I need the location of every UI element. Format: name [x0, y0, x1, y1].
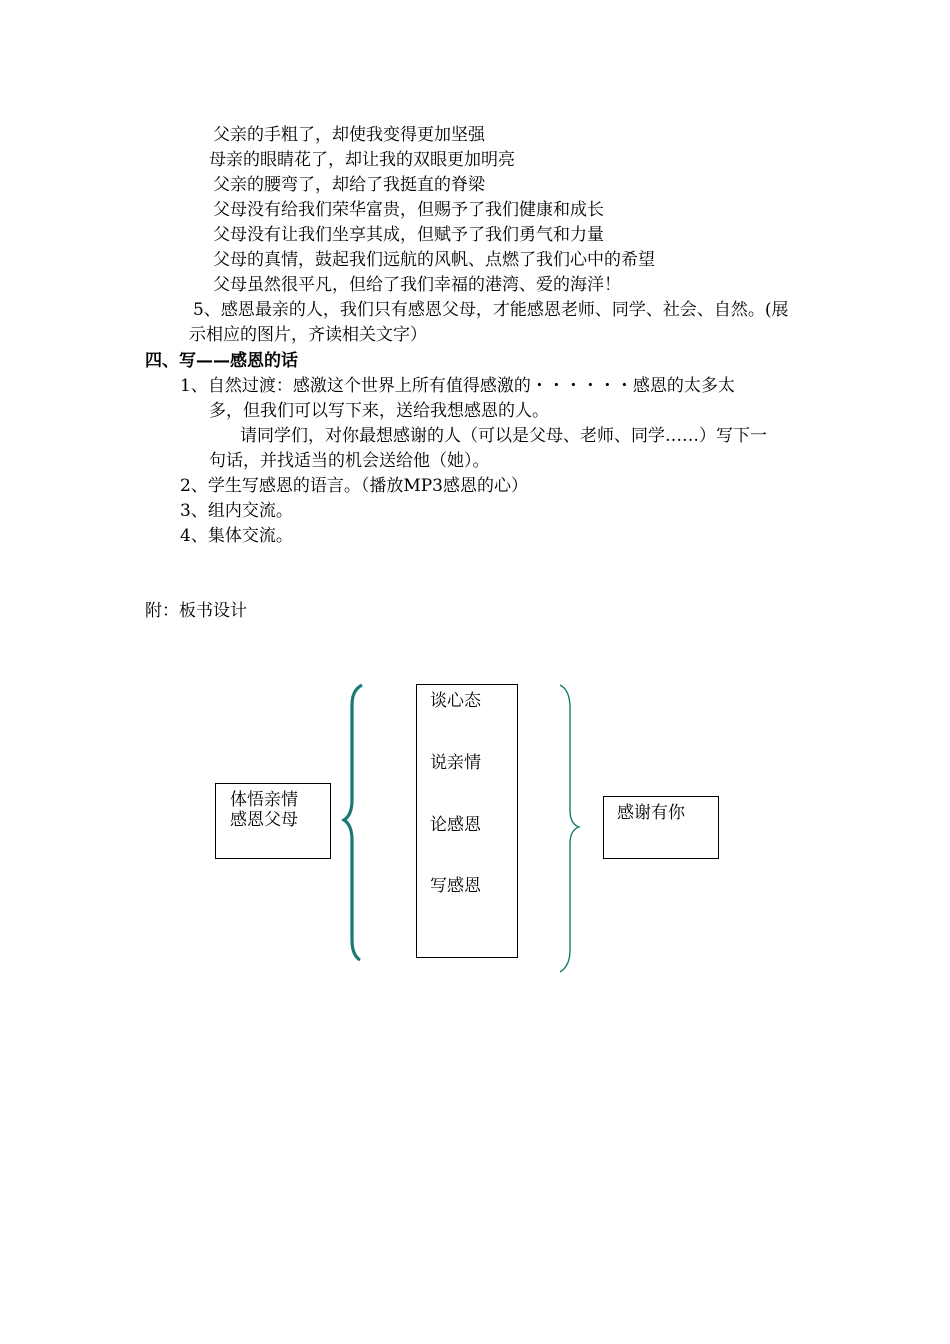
section-heading: 四、写——感恩的话 [145, 351, 298, 371]
left-brace [344, 685, 362, 960]
poem-line: 父母没有让我们坐享其成，但赋予了我们勇气和力量 [213, 225, 604, 245]
right-brace [560, 685, 579, 972]
right-box-text: 感谢有你 [617, 803, 685, 823]
item-2: 2、学生写感恩的语言。（播放MP3感恩的心） [180, 476, 528, 496]
item-1-line4: 句话，并找适当的机会送给他（她）。 [209, 451, 490, 471]
item-1-line2: 多，但我们可以写下来，送给我想感恩的人。 [209, 401, 549, 421]
item-1-line1: 1、自然过渡：感激这个世界上所有值得感激的・・・・・・感恩的太多太 [180, 376, 735, 396]
middle-item: 写感恩 [430, 876, 481, 896]
poem-line: 父亲的手粗了，却使我变得更加坚强 [213, 125, 485, 145]
item-5-line2: 示相应的图片，齐读相关文字） [189, 325, 427, 345]
poem-line: 父母虽然很平凡，但给了我们幸福的港湾、爱的海洋！ [213, 275, 621, 295]
left-box-line2: 感恩父母 [230, 810, 298, 830]
item-4: 4、集体交流。 [180, 526, 293, 546]
middle-item: 说亲情 [430, 753, 481, 773]
middle-item: 谈心态 [430, 691, 481, 711]
poem-line: 父母没有给我们荣华富贵，但赐予了我们健康和成长 [213, 200, 604, 220]
poem-line: 母亲的眼睛花了，却让我的双眼更加明亮 [209, 150, 515, 170]
middle-item: 论感恩 [430, 815, 481, 835]
left-box-line1: 体悟亲情 [230, 790, 298, 810]
item-1-line3: 请同学们，对你最想感谢的人（可以是父母、老师、同学……）写下一 [240, 426, 767, 446]
poem-line: 父母的真情，鼓起我们远航的风帆、点燃了我们心中的希望 [213, 250, 655, 270]
poem-line: 父亲的腰弯了，却给了我挺直的脊梁 [213, 175, 485, 195]
item-5-line1: 5、感恩最亲的人，我们只有感恩父母，才能感恩老师、同学、社会、自然。(展 [193, 300, 789, 320]
item-3: 3、组内交流。 [180, 501, 293, 521]
appendix-title: 附：板书设计 [145, 601, 247, 621]
